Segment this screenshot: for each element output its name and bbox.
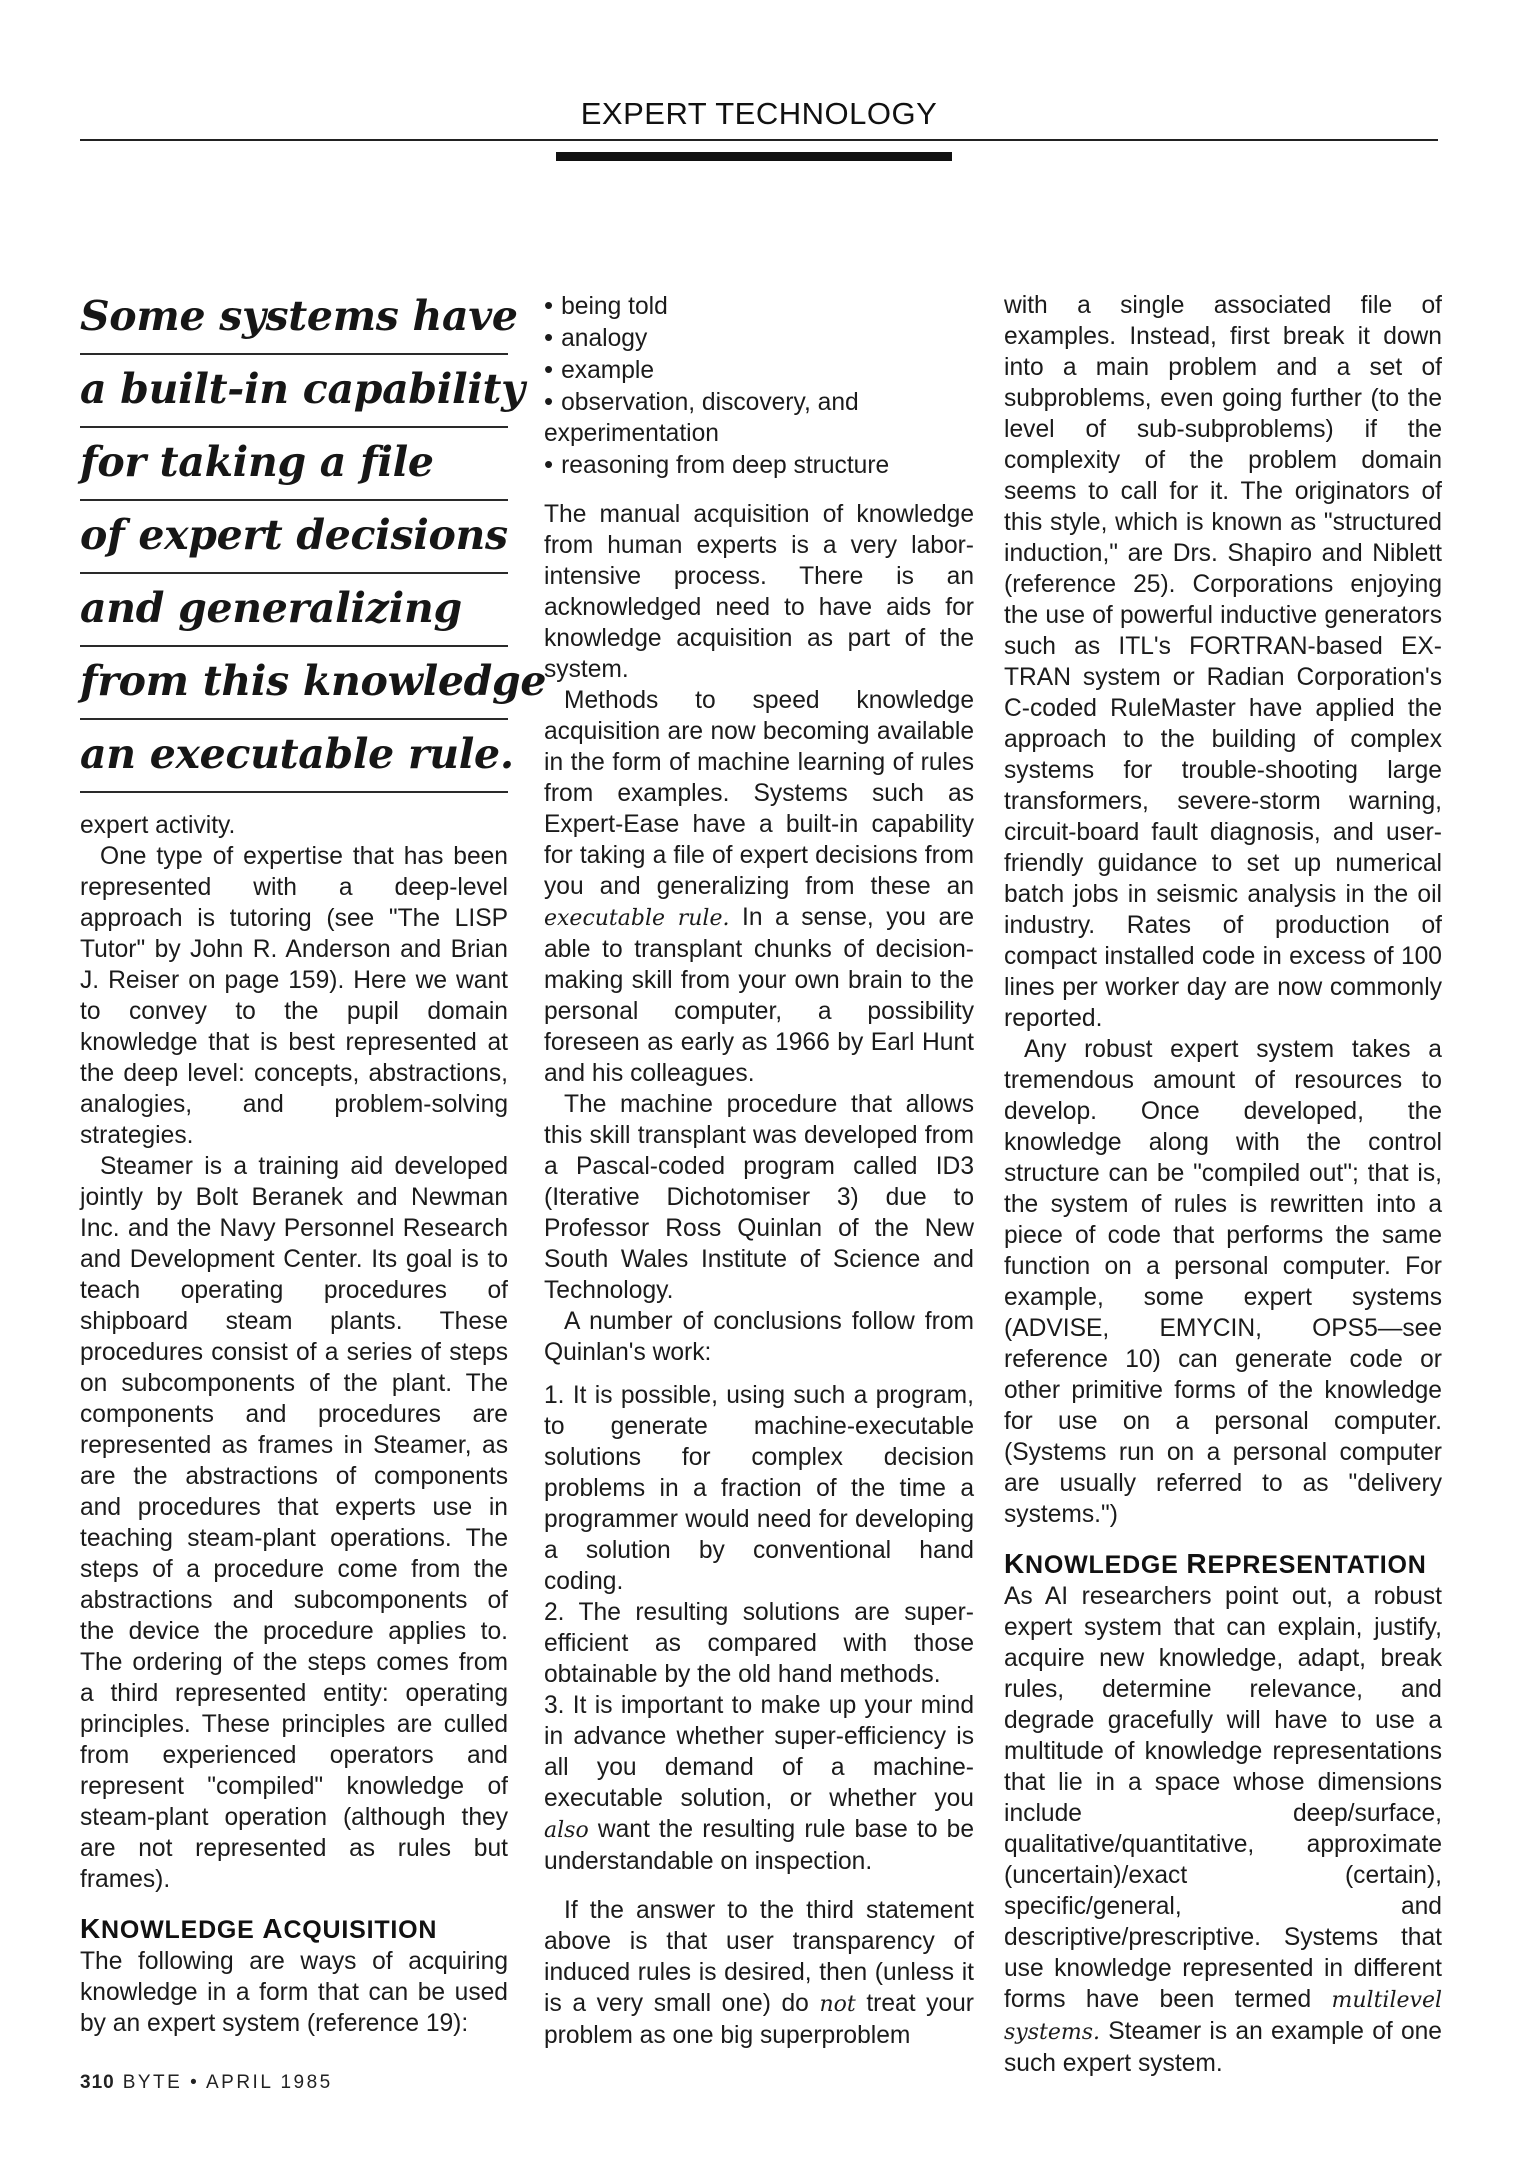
paragraph: expert activity. [80,812,236,839]
paragraph: As AI researchers point out, a robust expert system that can explain, justify, acquire new knowledge, adapt, break rules, determine relevance, and degrade gracefully will have to use a multitude of knowledge representations that lie in a space whose dimensions include deep/surface, qualitative/quantitative, approximate (uncertain)/exact (certain), specific/general, and descriptive/prescriptive. Systems that use knowledge represented in different forms have been termed multilevel systems. Steamer is an example of one such expert system. [1004,1583,1442,2077]
bullet-list [544,290,974,481]
paragraph: If the answer to the third statement above is that user transparency of induced rules is desired, then (unless it is a very small one) do not treat your problem as one big superproblem [544,1897,974,2049]
paragraph: The machine procedure that allows this skill transplant was developed from a Pascal-coded program called ID3 (Iterative Dichotomiser 3) due to Professor Ross Quinlan of the New South Wales Institute of Science and Technology. [544,1091,974,1304]
paragraph: The following are ways of acquiring knowledge in a form that can be used by an expert system (reference 19): [80,1948,508,2037]
numbered-item: 3. It is important to make up your mind in advance whether super-efficiency is all you demand of a machine-executable solution, or whether you also want the resulting rule base to be understandable on inspection. [544,1692,974,1875]
paragraph: The manual acquisition of knowledge from human experts is a very labor-intensive process. There is an acknowledged need to have aids for knowledge acquisition as part of the system. [544,501,974,683]
pull-quote-line: for taking a file [80,428,508,501]
pull-quote-line: from this knowledge [80,647,508,720]
pull-quote-line: an executable rule. [80,720,508,793]
numbered-item: 2. The resulting solutions are super-efficient as compared with those obtainable by the old hand methods. [544,1599,974,1688]
pull-quote-line: Some systems have [80,282,508,355]
pull-quote-line: of expert decisions [80,501,508,574]
paragraph: One type of expertise that has been represented with a deep-level approach is tutoring (see "The LISP Tutor" by John R. Anderson and Brian J. Reiser on page 159). Here we want to convey to the pupil domain knowledge that is best represented at the deep level: concepts, abstractions, analogies, and problem-solving strategies. [80,843,508,1149]
list-item: • being told [544,290,974,322]
paragraph: Methods to speed knowledge acquisition are now becoming available in the form of machine learning of rules from examples. Systems such as Expert-Ease have a built-in capability for taking a file of expert decisions from you and generalizing from these an executable rule. In a sense, you are able to transplant chunks of decision-making skill from your own brain to the personal computer, a possibility foreseen as early as 1966 by Earl Hunt and his colleagues. [544,687,974,1087]
paragraph: Any robust expert system takes a tremendous amount of resources to develop. Once developed, the knowledge along with the control structure can be "compiled out"; that is, the system of rules is rewritten into a piece of code that performs the same function on a personal computer. For example, some expert systems (ADVISE, EMYCIN, OPS5—see reference 10) can generate code or other primitive forms of the knowledge for use on a personal computer. (Systems run on a personal computer are usually referred to as "delivery systems.") [1004,1036,1442,1528]
page-number: 310 [80,2072,115,2093]
pull-quote [80,282,547,793]
list-item: • example [544,354,974,386]
header-bar [556,152,952,161]
page-footer [80,2072,333,2094]
list-item: • reasoning from deep structure [544,449,974,481]
middle-column [544,290,974,2051]
list-item: • observation, discovery, and experimentation [544,386,974,449]
pull-quote-line: a built-in capability [80,355,508,428]
list-item: • analogy [544,322,974,354]
paragraph: A number of conclusions follow from Quinlan's work: [544,1308,974,1366]
paragraph: Steamer is a training aid developed jointly by Bolt Beranek and Newman Inc. and the Navy Personnel Research and Development Center. Its goal is to teach operating procedures of shipboard steam plants. These procedures consist of a series of steps on subcomponents of the plant. The components and procedures are represented as frames in Steamer, as are the abstractions of components and procedures that experts use in teaching steam-plant operations. The steps of a procedure come from the abstractions and subcomponents of the device the procedure applies to. The ordering of the steps comes from a third represented entity: operating principles. These principles are culled from experienced operators and represent "compiled" knowledge of steam-plant operation (although they are not represented as rules but frames). [80,1153,508,1893]
right-column [1004,290,1442,2079]
section-heading-knowledge-representation: KNOWLEDGE REPRESENTATION [1004,1548,1427,1579]
page-header-title: EXPERT TECHNOLOGY [580,96,938,131]
left-column [80,810,508,2039]
numbered-item: 1. It is possible, using such a program, to generate machine-executable solutions for complex decision problems in a fraction of the time a programmer would need for developing a solution by conventional hand coding. [544,1382,974,1595]
publication-line: BYTE • APRIL 1985 [122,2072,333,2093]
pull-quote-line: and generalizing [80,574,508,647]
section-heading-knowledge-acquisition: KNOWLEDGE ACQUISITION [80,1913,438,1944]
paragraph: with a single associated file of examples. Instead, first break it down into a main problem and a set of subproblems, even going further (to the level of sub-subproblems) if the complexity of the problem domain seems to call for it. The originators of this style, which is known as "structured induction," are Drs. Shapiro and Niblett (reference 25). Corporations enjoying the use of powerful inductive generators such as ITL's FORTRAN-based EX-TRAN system or Radian Corporation's C-coded RuleMaster have applied the approach to the building of complex systems for trouble-shooting large transformers, severe-storm warning, circuit-board fault diagnosis, and user-friendly guidance to set up numerical batch jobs in seismic analysis in the oil industry. Rates of production of compact installed code in excess of 100 lines per worker day are now commonly reported. [1004,292,1442,1032]
header-rule [80,139,1438,141]
